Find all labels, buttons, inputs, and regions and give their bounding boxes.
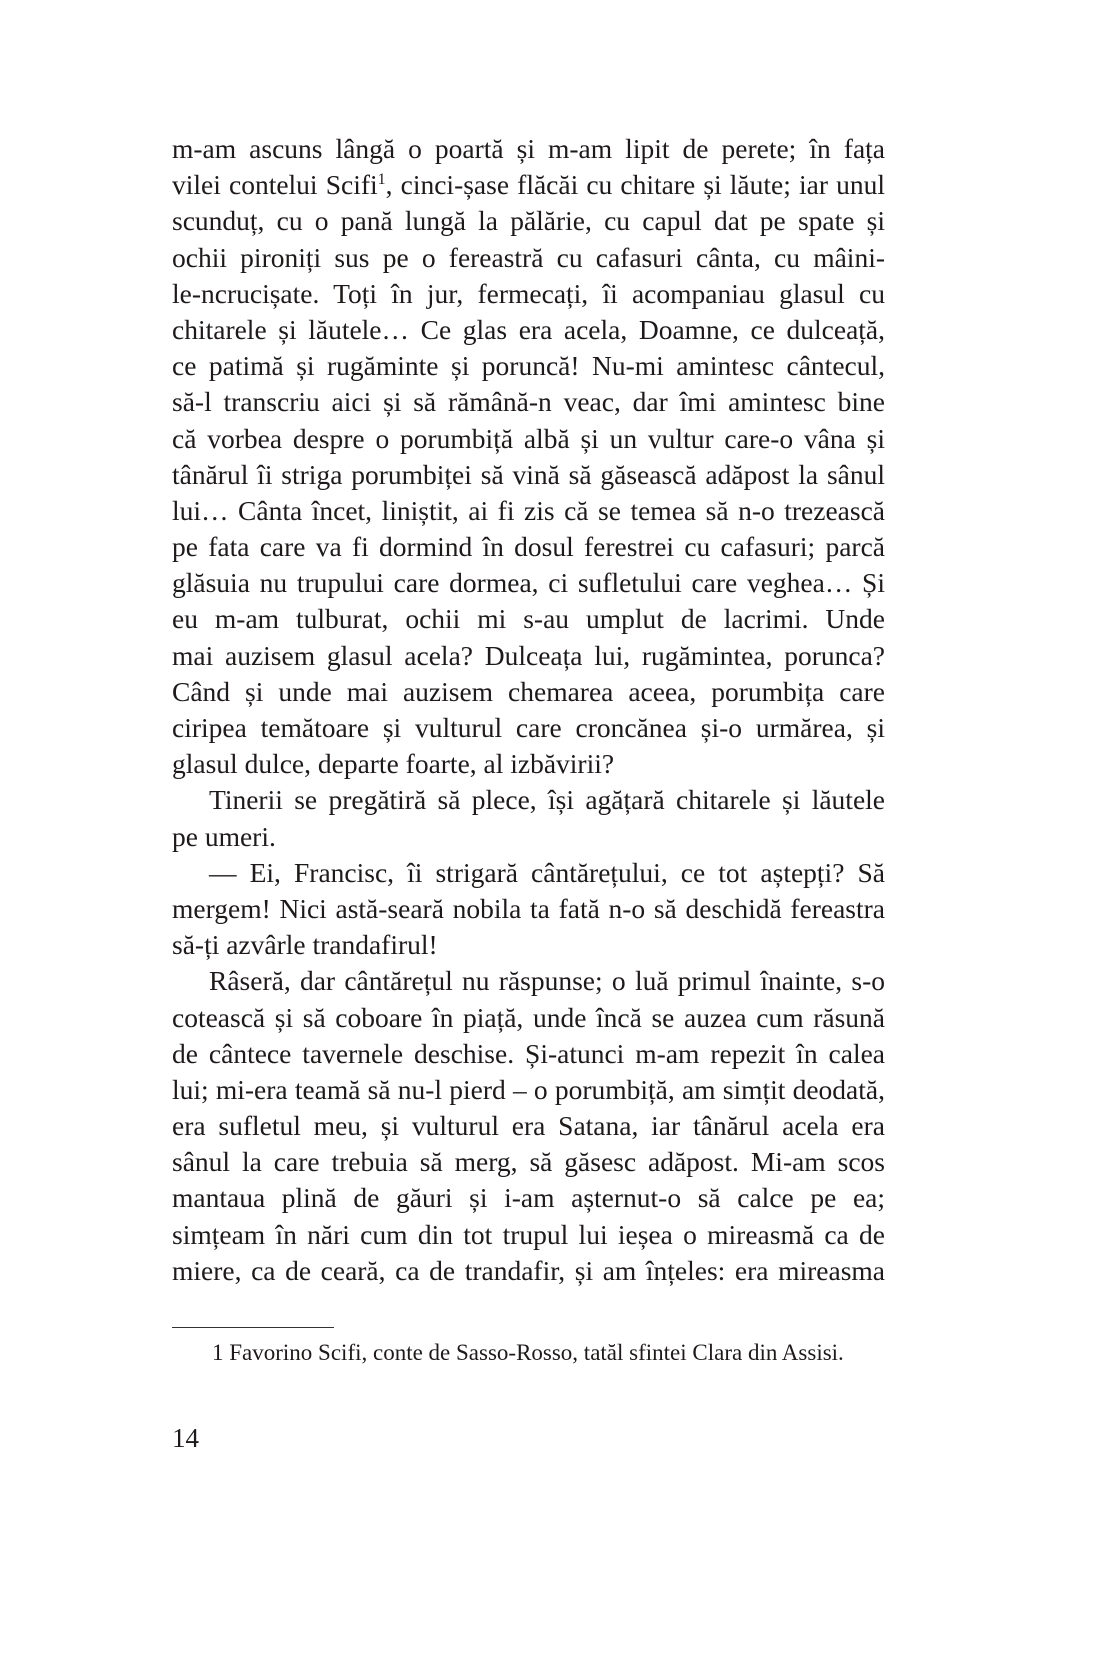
text-line: pe fata care va fi dormind în dosul ferestrei cu cafasuri; parcă (172, 531, 885, 563)
footnote: 1 Favorino Scifi, conte de Sasso-Rosso, tatăl sfintei Clara din Assisi. (212, 1340, 844, 1365)
text-line: ce patimă și rugăminte și poruncă! Nu-mi amintesc cântecul, (172, 350, 885, 382)
text-line: Tinerii se pregătiră să plece, își agățară chitarele și lăutele (209, 784, 885, 816)
text-line: mergem! Nici astă-seară nobila ta fată n-o să deschidă fereastra (172, 892, 885, 924)
text-line: Râseră, dar cântărețul nu răspunse; o luă primul înainte, s-o (209, 965, 885, 997)
text-line: Când și unde mai auzisem chemarea aceea, porumbița care (172, 675, 885, 707)
text-line: glasul dulce, departe foarte, al izbăvirii? (172, 748, 615, 780)
text-line: simțeam în nări cum din tot trupul lui ieșea o mireasmă ca de (172, 1218, 885, 1250)
text-line: că vorbea despre o porumbiță albă și un vultur care-o vâna și (172, 422, 885, 454)
text-line: le-ncrucișate. Toți în jur, fermecați, îi acompaniau glasul cu (172, 277, 885, 309)
text-line: lui… Cânta încet, liniștit, ai fi zis că se temea să n-o trezească (172, 494, 885, 526)
footnote-reference[interactable]: 1 (377, 171, 386, 189)
text-fragment: vilei contelui Scifi (172, 169, 378, 201)
text-line: miere, ca de ceară, ca de trandafir, și am înțeles: era mireasma (172, 1254, 885, 1286)
text-line: scunduț, cu o pană lungă la pălărie, cu capul dat pe spate și (172, 205, 885, 237)
text-fragment: , cinci-șase flăcăi cu chitare și lăute; iar unul (385, 169, 885, 201)
text-line: sânul la care trebuia să merg, să găsesc adăpost. Mi-am scos (172, 1146, 885, 1178)
text-line: mantaua plină de găuri și i-am așternut-o să calce pe ea; (172, 1182, 885, 1214)
text-line: glăsuia nu trupului care dormea, ci sufletului care veghea… Și (172, 567, 885, 599)
text-line: eu m-am tulburat, ochii mi s-au umplut de lacrimi. Unde (172, 603, 885, 635)
text-line: chitarele și lăutele… Ce glas era acela, Doamne, ce dulceață, (172, 313, 885, 345)
page-number: 14 (172, 1423, 199, 1453)
text-line: tânărul îi striga porumbiței să vină să găsească adăpost la sânul (172, 458, 885, 490)
text-line (172, 167, 885, 203)
text-line: mai auzisem glasul acela? Dulceața lui, rugămintea, porunca? (172, 639, 885, 671)
text-line: m-am ascuns lângă o poartă și m-am lipit de perete; în fața (172, 133, 885, 164)
text-line: ochii pironiți sus pe o fereastră cu cafasuri cânta, cu mâini- (172, 241, 885, 273)
text-line: să-l transcriu aici și să rămână-n veac, dar îmi amintesc bine (172, 386, 885, 418)
footnote-divider (172, 1327, 334, 1328)
body-text (172, 131, 885, 1289)
text-line: era sufletul meu, și vulturul era Satana, iar tânărul acela era (172, 1110, 885, 1142)
dialogue-line: — Ei, Francisc, îi strigară cântărețului, ce tot aștepți? Să (209, 856, 885, 888)
text-line: cotească și să coboare în piață, unde încă se auzea cum răsună (172, 1001, 885, 1033)
text-line: ciripea temătoare și vulturul care croncănea și-o urmărea, și (172, 712, 885, 743)
text-line: lui; mi-era teamă să nu-l pierd – o porumbiță, am simțit deodată, (172, 1073, 885, 1105)
text-line: pe umeri. (172, 820, 276, 852)
text-line: de cântece tavernele deschise. Și-atunci m-am repezit în calea (172, 1037, 885, 1069)
text-line: să-ți azvârle trandafirul! (172, 929, 438, 961)
